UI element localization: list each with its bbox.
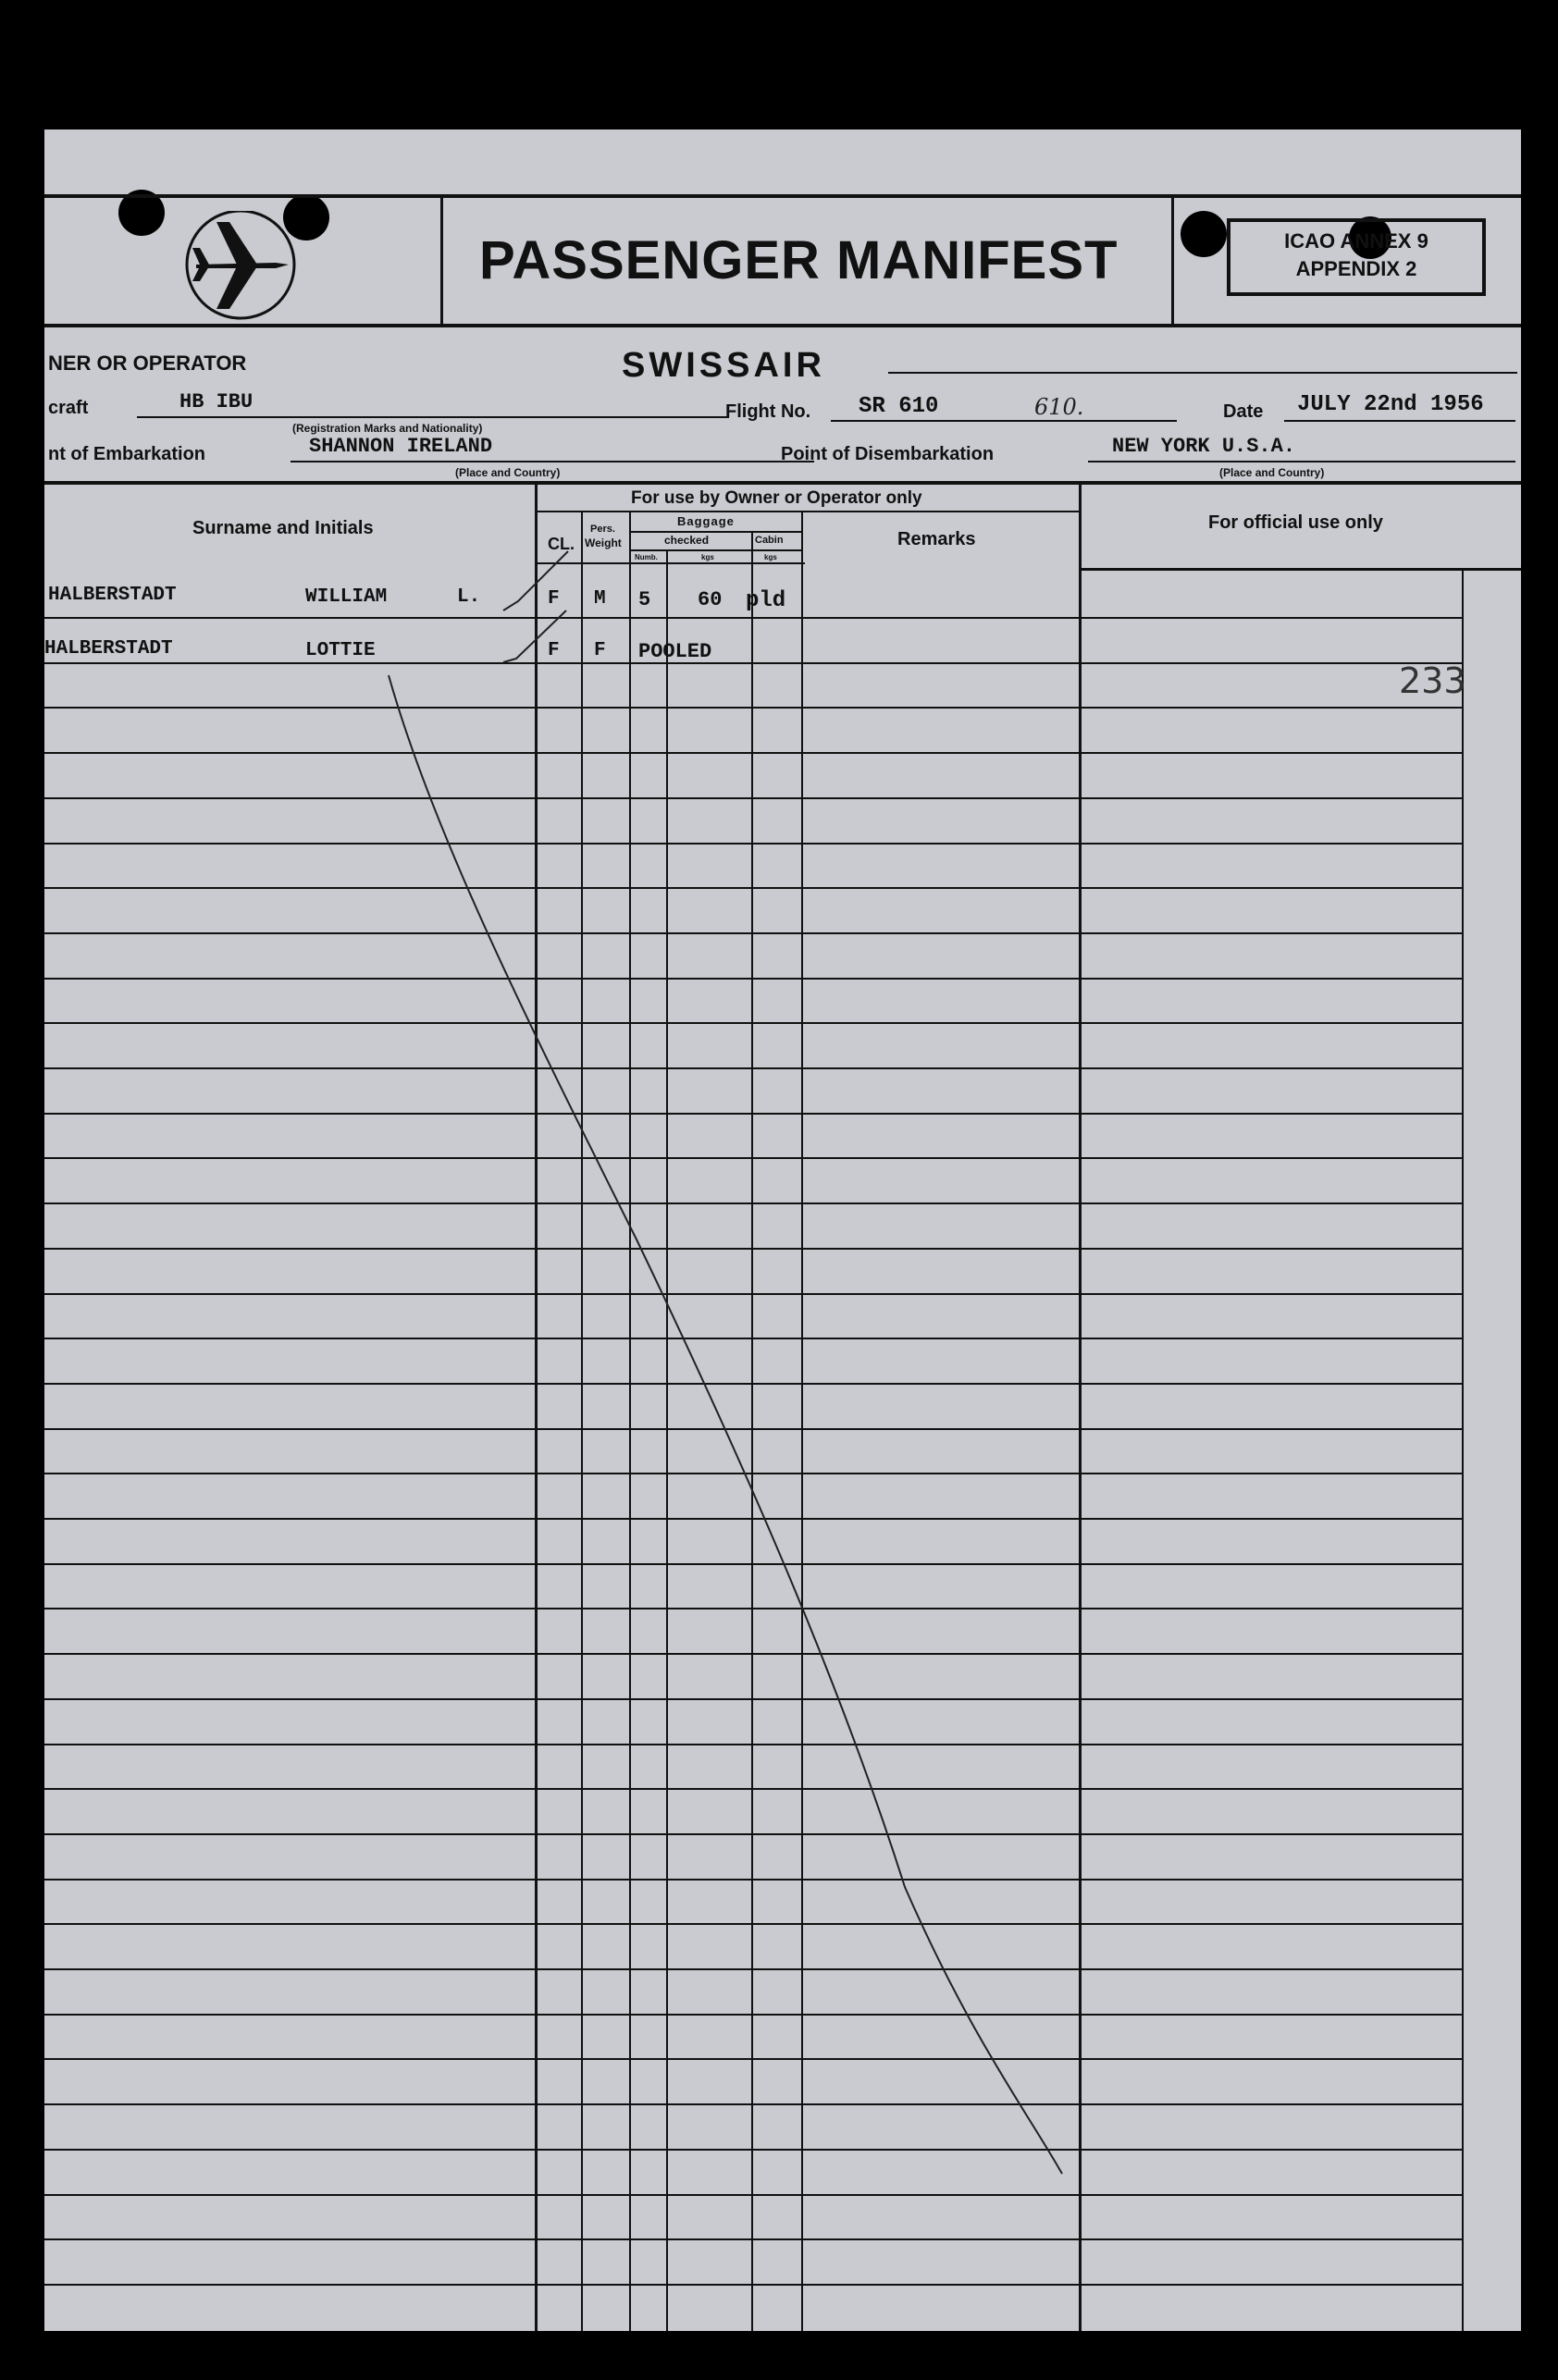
place-note-2: (Place and Country)	[1219, 466, 1325, 479]
passenger-class: F	[548, 640, 560, 661]
place-note: (Place and Country)	[455, 466, 561, 479]
remarks-header: Remarks	[897, 529, 976, 549]
date-label: Date	[1223, 401, 1264, 422]
aircraft-value: HB IBU	[179, 390, 253, 413]
embarkation-value: SHANNON IRELAND	[309, 435, 493, 458]
baggage-header: Baggage	[677, 514, 735, 528]
passenger-given-name: WILLIAM	[305, 586, 388, 608]
numb-header: Numb.	[635, 553, 658, 561]
official-number: 233	[1399, 660, 1466, 701]
passenger-given-name: LOTTIE	[305, 640, 376, 661]
disembarkation-value: NEW YORK U.S.A.	[1112, 435, 1296, 458]
surname-header: Surname and Initials	[192, 518, 374, 538]
embarkation-label: nt of Embarkation	[48, 444, 206, 464]
baggage-pooled: POOLED	[638, 640, 712, 663]
passenger-class: F	[548, 588, 560, 610]
passenger-sex: M	[594, 588, 606, 610]
owner-label: NER OR OPERATOR	[48, 351, 247, 375]
weight-header: Weight	[585, 536, 622, 549]
baggage-cabin: pld	[746, 588, 786, 613]
icao-line-1: ICAO ANNEX 9	[1284, 229, 1428, 253]
registration-note: (Registration Marks and Nationality)	[292, 422, 483, 435]
passenger-surname: HALBERSTADT	[44, 638, 173, 660]
passenger-sex: F	[594, 640, 606, 661]
baggage-numb: 5	[638, 588, 651, 611]
flight-handwritten: 610.	[1034, 394, 1084, 420]
pers-header: Pers.	[590, 524, 615, 535]
disembarkation-label: Point of Disembarkation	[781, 444, 995, 464]
flight-value: SR 610	[859, 394, 939, 419]
owner-value: SWISSAIR	[622, 346, 825, 385]
cl-header: CL.	[548, 535, 575, 553]
kgs-cabin-header: kgs	[764, 553, 777, 561]
passenger-initial: L.	[457, 586, 481, 608]
flight-label: Flight No.	[725, 401, 811, 422]
owner-use-header: For use by Owner or Operator only	[631, 488, 922, 508]
date-value: JULY 22nd 1956	[1297, 392, 1484, 417]
icao-line-2: APPENDIX 2	[1295, 257, 1417, 280]
kgs-header: kgs	[701, 553, 714, 561]
aircraft-label: craft	[48, 398, 89, 418]
passenger-surname: HALBERSTADT	[48, 585, 177, 606]
cabin-header: Cabin	[755, 535, 784, 546]
manifest-sheet	[44, 129, 1521, 2331]
official-header: For official use only	[1208, 512, 1383, 533]
page-title: PASSENGER MANIFEST	[479, 230, 1119, 290]
pen-annotations	[44, 129, 1521, 2331]
baggage-kgs: 60	[698, 588, 723, 611]
checked-header: checked	[664, 534, 710, 547]
